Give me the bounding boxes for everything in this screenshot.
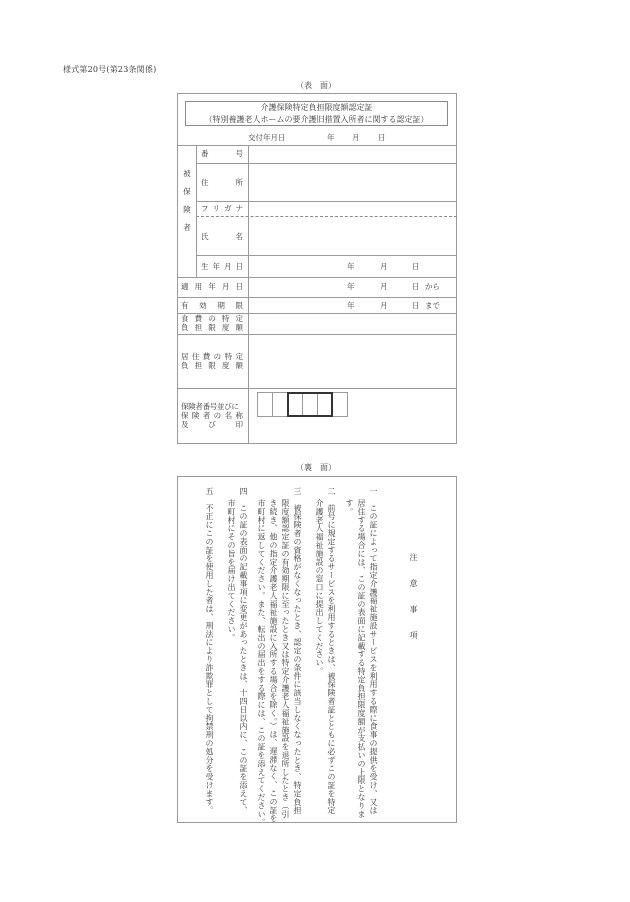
note-item-4-line-1: 四 この証の表面の記載事項に変更があったときは、十四日以内に、この証を添えて、 xyxy=(239,487,248,815)
expiry-label: 有 効 期 限 xyxy=(181,301,243,310)
insurer-name-seal-label: 保険者番号並びに 保 険 者 の 名 称 及 び 印 xyxy=(181,402,243,429)
expiry-month-unit: 月 xyxy=(380,301,388,310)
grid-line xyxy=(196,201,457,202)
note-item-4-line-2: 市町村にその旨を届け出てください。 xyxy=(227,499,236,642)
note-item-3-line-4: 市町村に返してください。また、転出の届出をする際には、この証を添えてください。 xyxy=(257,499,266,827)
grid-line xyxy=(177,334,457,335)
grid-line xyxy=(177,388,457,389)
grid-line xyxy=(196,163,457,164)
note-item-1-line-2: 居住する場合には、この証の表面に記載する特定負担限度額が支払いの上限となりま xyxy=(357,499,366,819)
issue-date-label: 交付年月日 xyxy=(248,133,286,142)
note-item-3-line-2: 限度額認定証の有効期限に至ったとき又は特定介護老人福祉施設を退所したとき（引 xyxy=(281,499,290,819)
grid-line xyxy=(177,277,457,278)
certificate-title-box xyxy=(185,101,448,126)
applicable-year-unit: 年 xyxy=(347,282,355,291)
notes-title: 注 意 事 項 xyxy=(409,553,418,644)
note-item-2-line-2: 介護老人福祉施設の窓口に提出してください。 xyxy=(315,499,324,676)
insurer-number-digit-box xyxy=(272,392,288,417)
insured-person-group-label: 被 保 険 者 xyxy=(183,169,191,232)
name-label: 氏 名 xyxy=(201,232,243,241)
issue-day-unit: 日 xyxy=(378,133,386,142)
residence-cost-limit-label: 居 住 費 の 特 定 負 担 限 度 額 xyxy=(181,352,243,370)
birth-year-unit: 年 xyxy=(347,262,355,271)
back-side-label: （裏 面） xyxy=(296,463,336,472)
grid-line xyxy=(196,145,197,277)
expiry-day-unit: 日 xyxy=(412,301,420,310)
issue-month-unit: 月 xyxy=(352,133,360,142)
applicable-month-unit: 月 xyxy=(380,282,388,291)
note-item-5-line-1: 五 不正にこの証を使用した者は、刑法により詐欺罪として拘禁刑の処分を受けます。 xyxy=(205,487,214,815)
birth-day-unit: 日 xyxy=(412,262,420,271)
address-label: 住 所 xyxy=(201,178,243,187)
applicable-day-unit: 日 xyxy=(412,282,420,291)
note-item-1-line-1: 一 この証によって指定介護福祉施設サービスを利用する際に食事の提供を受け、又は xyxy=(369,487,378,815)
note-item-1-line-3: す。 xyxy=(345,499,354,516)
insurer-number-digit-box xyxy=(332,392,348,417)
applicable-from-suffix: から xyxy=(425,282,440,291)
note-item-2-line-1: 二 前号に規定するサービスを利用するときは、被保険者証とともに必ずこの証を特定 xyxy=(327,487,336,815)
issue-year-unit: 年 xyxy=(327,133,335,142)
grid-line xyxy=(248,145,249,443)
grid-line xyxy=(177,297,457,298)
furigana-label: フ リ ガ ナ xyxy=(201,204,243,213)
grid-line xyxy=(196,255,457,256)
note-item-3-line-1: 三 被保険者の資格がなくなったとき、認定の条件に該当しなくなったとき、特定負担 xyxy=(293,487,302,815)
front-side-label: （表 面） xyxy=(296,81,336,90)
expiry-year-unit: 年 xyxy=(347,301,355,310)
birth-month-unit: 月 xyxy=(380,262,388,271)
insurer-number-digit-box xyxy=(257,392,273,417)
insurer-number-boxes xyxy=(257,392,348,417)
food-cost-limit-label: 食 費 の 特 定 負 担 限 度 額 xyxy=(181,314,243,332)
insurer-number-highlight-group xyxy=(287,392,333,417)
certificate-subtitle: （特別養護老人ホームの要介護旧措置入所者に関する認定証） xyxy=(204,115,429,124)
note-item-3-line-3: き続き、他の指定介護老人福祉施設に入所する場合を除く。）は、遅滞なく、この証を xyxy=(269,499,278,823)
form-number: 様式第20号(第23条関係) xyxy=(63,65,157,74)
furigana-divider xyxy=(196,216,457,217)
applicable-date-label: 適 用 年 月 日 xyxy=(181,282,243,291)
certificate-title: 介護保険特定負担限度額認定証 xyxy=(260,103,373,112)
grid-line xyxy=(177,145,457,146)
number-label: 番 号 xyxy=(201,149,243,158)
birthdate-label: 生 年 月 日 xyxy=(201,262,243,271)
expiry-until-suffix: まで xyxy=(425,301,440,310)
